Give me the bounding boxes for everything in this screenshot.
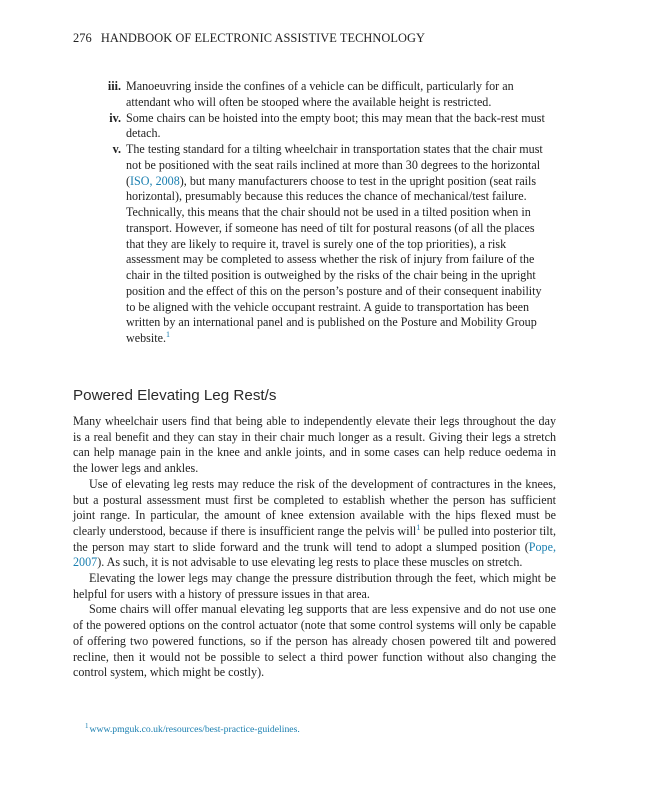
running-title: HANDBOOK OF ELECTRONIC ASSISTIVE TECHNOLOGY [100, 31, 425, 45]
numbered-list [73, 79, 553, 347]
list-item [73, 142, 553, 347]
paragraph-text: Use of elevating leg rests may reduce the risk of the development of contractures in the knees, but a postural assessment must first be completed to establish whether the person has sufficient joint range. In particular, the amount of knee extension available with the hips flexed must be clearly understood, because if there is insufficient range the pelvis will [73, 476, 556, 538]
list-item-number: iv. [109, 110, 121, 125]
list-item-text: Some chairs can be hoisted into the empty boot; this may mean that the back-rest must detach. [126, 110, 545, 141]
list-item [73, 79, 553, 111]
footnote-trailing: . [297, 724, 300, 736]
paragraph-text: ). As such, it is not advisable to use elevating leg rests to place these muscles on stretch. [97, 555, 523, 570]
footnote-ref-link[interactable]: 1 [416, 522, 421, 532]
paragraph: Many wheelchair users find that being able to independently elevate their legs throughout the day is a real benefit and they can stay in their chair much longer as a result. Giving their legs a stretch can help manage pain in the knee and ankle joints, and in some cases can help reduce oedema in the lower legs and ankles. [73, 414, 556, 476]
paragraph [73, 477, 556, 571]
citation-link-pope-2007[interactable]: Pope, 2007 [73, 539, 556, 570]
section-heading: Powered Elevating Leg Rest/s [73, 387, 277, 404]
citation-link-iso-2008[interactable]: ISO, 2008 [130, 173, 180, 188]
running-header [73, 31, 425, 46]
list-item-text: ), but many manufacturers choose to test in the upright position (seat rails horizontal), presumably because this reduces the chance of mechanical/test failure. Technically, this means that the chair should not be used in a tilted position when in transport. However, if someone has need of tilt for postural reasons (of all the places that they are likely to require it, travel is surely one of the top priorities), a risk assessment may be completed to assess whether the risk of injury from failure of the chair in the tilted position is outweighed by the risks of the chair being in the upright position and the effect of this on the person’s posture and of their consequent inability to be aligned with the vehicle occupant restraint. A guide to transportation has been written by an international panel and is published on the Posture and Mobility Group website. [126, 173, 542, 345]
list-item-text: Manoeuvring inside the confines of a vehicle can be difficult, particularly for an attendant who will often be stooped where the available height is restricted. [126, 79, 514, 109]
page-number: 276 [73, 31, 92, 45]
footnote-url-link[interactable]: www.pmguk.co.uk/resources/best-practice-guidelines [89, 724, 298, 736]
list-item-number: iii. [107, 79, 121, 93]
paragraph: Some chairs will offer manual elevating leg supports that are less expensive and do not use one of the powered options on the control actuator (note that some control systems will only be capable of offering two powered functions, so if the person has already chosen powered tilt and powered recline, then it would not be possible to select a third power function without also changing the control system, which might be costly). [73, 602, 556, 680]
list-item-number: v. [112, 142, 121, 156]
footnote-mark: 1 [85, 722, 89, 730]
paragraph-text: be pulled into posterior tilt, the person may start to slide forward and the trunk will tend to adopt a slumped position ( [73, 523, 556, 554]
footnote [85, 722, 300, 735]
paragraph: Elevating the lower legs may change the pressure distribution through the feet, which might be helpful for users with a history of pressure issues in that area. [73, 571, 556, 601]
footnote-ref-link[interactable]: 1 [165, 329, 170, 339]
list-item [73, 111, 553, 143]
list-item-text: The testing standard for a tilting wheelchair in transportation states that the chair must not be positioned with the seat rails inclined at more than 30 degrees to the horizontal ( [126, 142, 543, 188]
section-body [73, 414, 556, 681]
